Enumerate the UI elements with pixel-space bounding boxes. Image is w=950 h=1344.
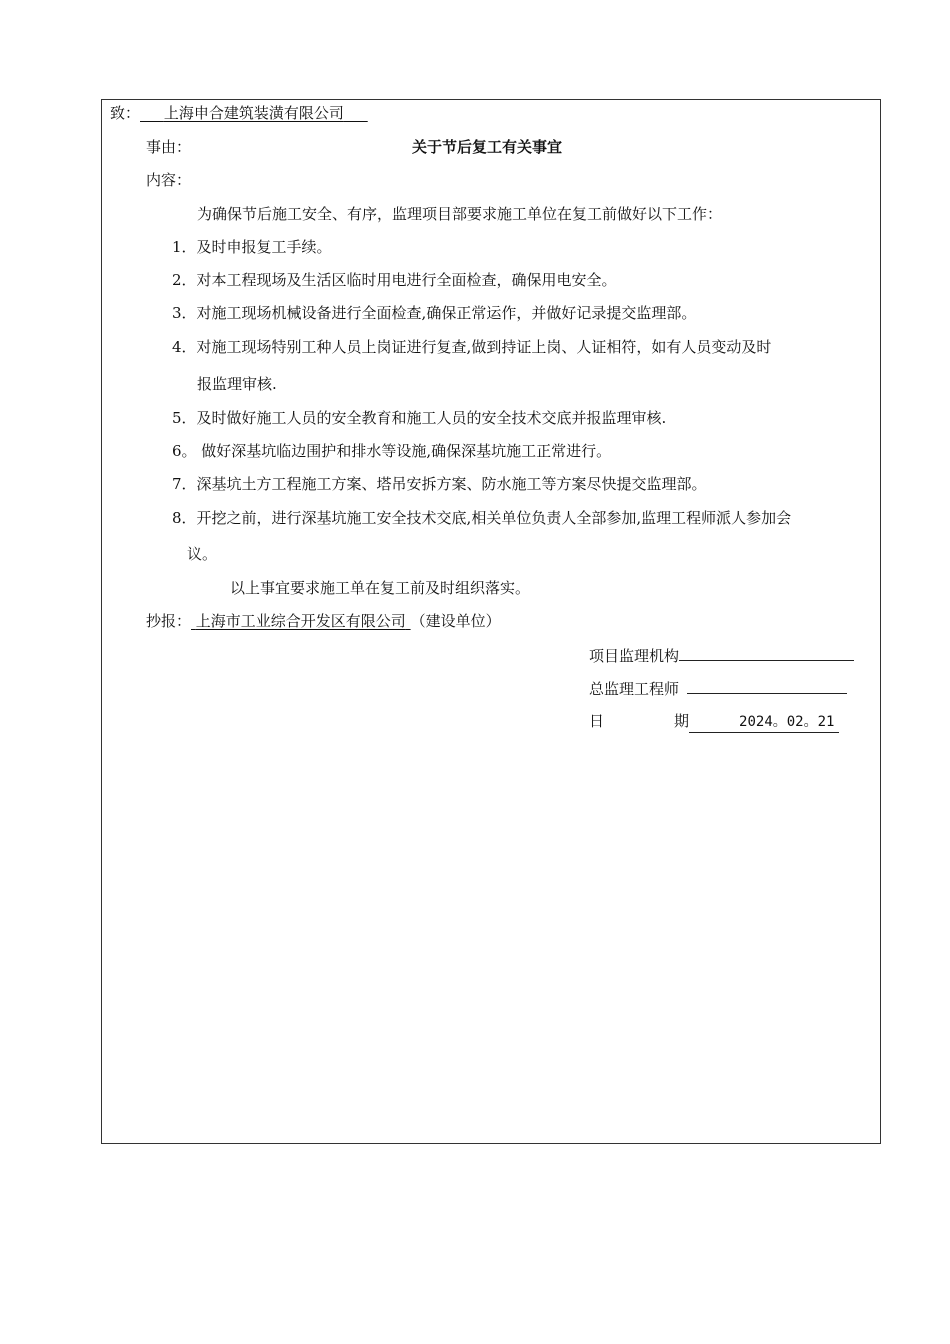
date-line [589, 711, 839, 733]
cc-line [146, 611, 501, 631]
supervision-org-blank [679, 645, 854, 661]
chief-engineer-blank [687, 678, 847, 694]
cc-company: 上海市工业综合开发区有限公司 [195, 612, 406, 630]
list-item: 5．及时做好施工人员的安全教育和施工人员的安全技术交底并报监理审核. [172, 409, 667, 427]
intro-paragraph: 为确保节后施工安全、有序，监理项目部要求施工单位在复工前做好以下工作： [197, 205, 723, 223]
cc-role: （建设单位） [410, 612, 501, 630]
content-label: 内容： [146, 171, 192, 189]
recipient-company: 上海申合建筑装潢有限公司 [163, 104, 344, 122]
list-item: 8．开挖之前，进行深基坑施工安全技术交底,相关单位负责人全部参加,监理工程师派人参加会 [172, 509, 792, 527]
closing-sentence: 以上事宜要求施工单在复工前及时组织落实。 [230, 579, 531, 597]
date-label-day: 日 [589, 712, 605, 730]
list-item-continuation: 报监理审核. [197, 375, 277, 393]
list-item: 2．对本工程现场及生活区临时用电进行全面检查，确保用电安全。 [172, 271, 617, 289]
list-item: 4．对施工现场特别工种人员上岗证进行复查,做到持证上岗、人证相符，如有人员变动及时 [172, 338, 772, 356]
list-item: 7．深基坑土方工程施工方案、塔吊安拆方案、防水施工等方案尽快提交监理部。 [172, 475, 707, 493]
subject-title: 关于节后复工有关事宜 [412, 138, 563, 156]
chief-engineer-line [589, 678, 847, 699]
date-value: 2024。02。21 [689, 712, 839, 733]
list-item-continuation: 议。 [187, 545, 218, 563]
supervision-org-label: 项目监理机构 [589, 647, 680, 665]
cc-label: 抄报： [146, 612, 192, 630]
list-item: 1．及时申报复工手续。 [172, 238, 332, 256]
supervision-org-line [589, 645, 854, 666]
date-label-period: 期 [674, 712, 690, 730]
subject-label: 事由： [146, 138, 192, 156]
recipient-line [110, 103, 368, 123]
list-item: 6。 做好深基坑临边围护和排水等设施,确保深基坑施工正常进行。 [172, 442, 612, 460]
chief-engineer-label: 总监理工程师 [589, 680, 680, 698]
recipient-label: 致： [110, 104, 141, 122]
list-item: 3．对施工现场机械设备进行全面检查,确保正常运作，并做好记录提交监理部。 [172, 304, 697, 322]
